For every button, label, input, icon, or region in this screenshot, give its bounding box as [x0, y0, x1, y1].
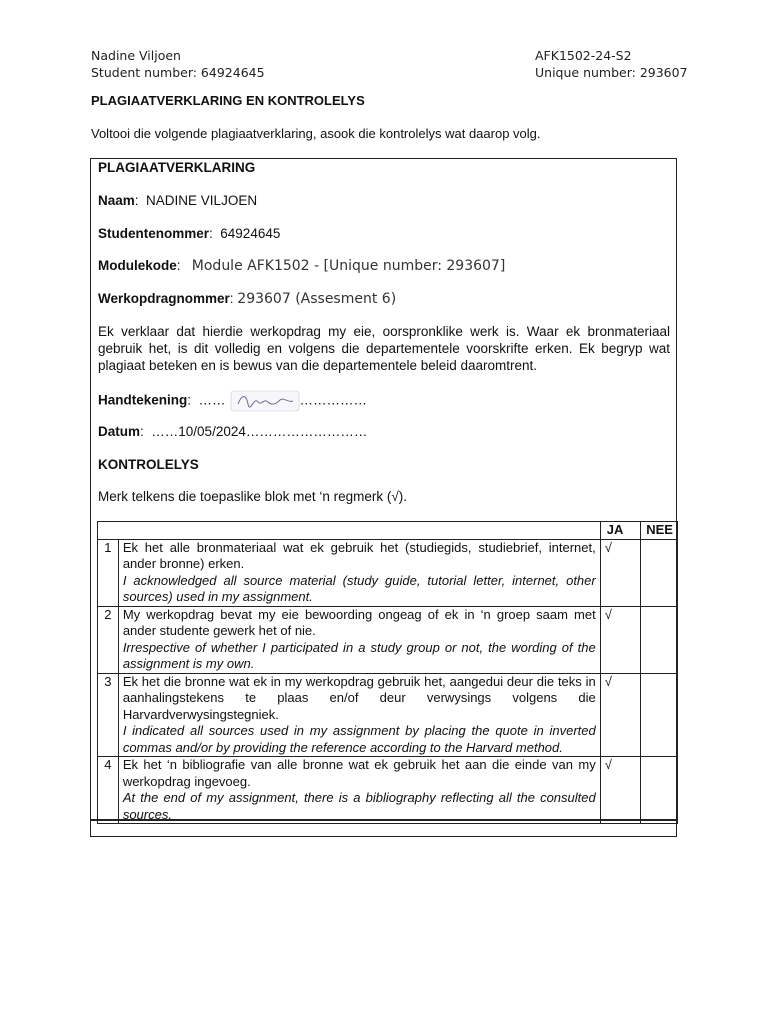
declaration-statement: Ek verklaar dat hierdie werkopdrag my eie, oorspronklike werk is. Waar ek bronmateriaal gebruik het, is dit volledig en volgens die departementele voorskrifte erken. Ek begryp wat plagiaat beteken en is bewus van die departementele beleid daaromtrent.: [98, 324, 670, 373]
row-number: 1: [98, 539, 119, 606]
yes-checkbox[interactable]: √: [600, 606, 641, 673]
signature-image: [230, 390, 300, 412]
no-checkbox[interactable]: [641, 673, 678, 757]
yes-checkbox[interactable]: √: [600, 757, 641, 824]
table-row: [98, 606, 678, 673]
checklist-table: [97, 521, 678, 824]
module-code: AFK1502-24-S2: [535, 48, 632, 63]
unique-number: Unique number: 293607: [535, 65, 688, 80]
document-title: PLAGIAATVERKLARING EN KONTROLELYS: [91, 93, 365, 108]
col-no-header: NEE: [641, 522, 678, 540]
signature-label: Handtekening: [98, 392, 188, 408]
student-name: Nadine Viljoen: [91, 48, 181, 63]
header-student-info: [91, 47, 265, 81]
student-row: Studentenommer: 64924645: [98, 226, 281, 241]
module-value: Module AFK1502 - [Unique number: 293607]: [191, 258, 506, 274]
no-checkbox[interactable]: [641, 757, 678, 824]
signature-dots-after: ……………: [299, 392, 368, 408]
row-text-af: Ek het alle bronmateriaal wat ek gebruik het (studiegids, studiebrief, internet, ander bronne) erken.: [122, 539, 596, 571]
yes-checkbox[interactable]: √: [600, 673, 641, 757]
signature-dots-before: ……: [198, 392, 226, 408]
student-value: 64924645: [220, 226, 281, 241]
row-text-en: Irrespective of whether I participated in a study group or not, the wording of the assignment is my own.: [122, 639, 596, 671]
row-text: [118, 757, 600, 824]
no-checkbox[interactable]: [641, 539, 678, 606]
table-row: [98, 539, 678, 606]
intro-text: Voltooi die volgende plagiaatverklaring, asook die kontrolelys wat daarop volg.: [91, 126, 541, 141]
row-text-en: I indicated all sources used in my assignment by placing the quote in inverted commas and/or by providing the reference according to the Harvard method.: [122, 723, 596, 755]
checklist-instruction: Merk telkens die toepaslike blok met ‘n regmerk (√).: [98, 489, 408, 504]
col-yes-header: JA: [600, 522, 641, 540]
module-row: Modulekode: Module AFK1502 - [Unique number: 293607]: [98, 258, 506, 274]
row-text: [118, 673, 600, 757]
row-text-en: I acknowledged all source material (study guide, tutorial letter, internet, other sources) used in my assignment.: [122, 572, 596, 604]
row-number: 2: [98, 606, 119, 673]
row-number: 4: [98, 757, 119, 824]
row-text: [118, 606, 600, 673]
row-text-af: My werkopdrag bevat my eie bewoording ongeag of ek in ‘n groep saam met ander studente gewerk het of nie.: [122, 606, 596, 638]
assignment-row: Werkopdragnommer: 293607 (Assesment 6): [98, 291, 397, 307]
signature-row: Handtekening: …… ……………: [98, 390, 367, 412]
table-row: [98, 673, 678, 757]
row-text-en: At the end of my assignment, there is a bibliography reflecting all the consulted sources.: [122, 790, 596, 822]
no-checkbox[interactable]: [641, 606, 678, 673]
checklist-header-row: [98, 522, 678, 540]
checklist-heading: KONTROLELYS: [98, 457, 199, 472]
date-row: Datum: ……10/05/2024………………………: [98, 424, 368, 439]
name-value: NADINE VILJOEN: [146, 193, 258, 208]
row-number: 3: [98, 673, 119, 757]
row-text-af: Ek het die bronne wat ek in my werkopdrag gebruik het, aangedui deur die teks in aanhalingstekens te plaas en/of deur verwysings volgens die Harvardverwysingstegniek.: [122, 673, 596, 722]
student-number: Student number: 64924645: [91, 65, 265, 80]
module-label: Modulekode: [98, 258, 177, 273]
row-text: [118, 539, 600, 606]
frame-bottom-strip: [90, 819, 677, 837]
header-empty-cell: [98, 522, 601, 540]
assignment-value: 293607 (Assesment 6): [237, 291, 397, 307]
student-label: Studentenommer: [98, 226, 210, 241]
name-label: Naam: [98, 193, 135, 208]
header-module-info: [535, 47, 688, 81]
yes-checkbox[interactable]: √: [600, 539, 641, 606]
name-row: Naam: NADINE VILJOEN: [98, 193, 258, 208]
date-value: ……10/05/2024………………………: [151, 424, 368, 439]
date-label: Datum: [98, 424, 141, 439]
declaration-heading: PLAGIAATVERKLARING: [98, 160, 256, 175]
table-row: [98, 757, 678, 824]
assignment-label: Werkopdragnommer: [98, 291, 230, 306]
row-text-af: Ek het ‘n bibliografie van alle bronne wat ek gebruik het aan die einde van my werkopdrag ingevoeg.: [122, 757, 596, 789]
